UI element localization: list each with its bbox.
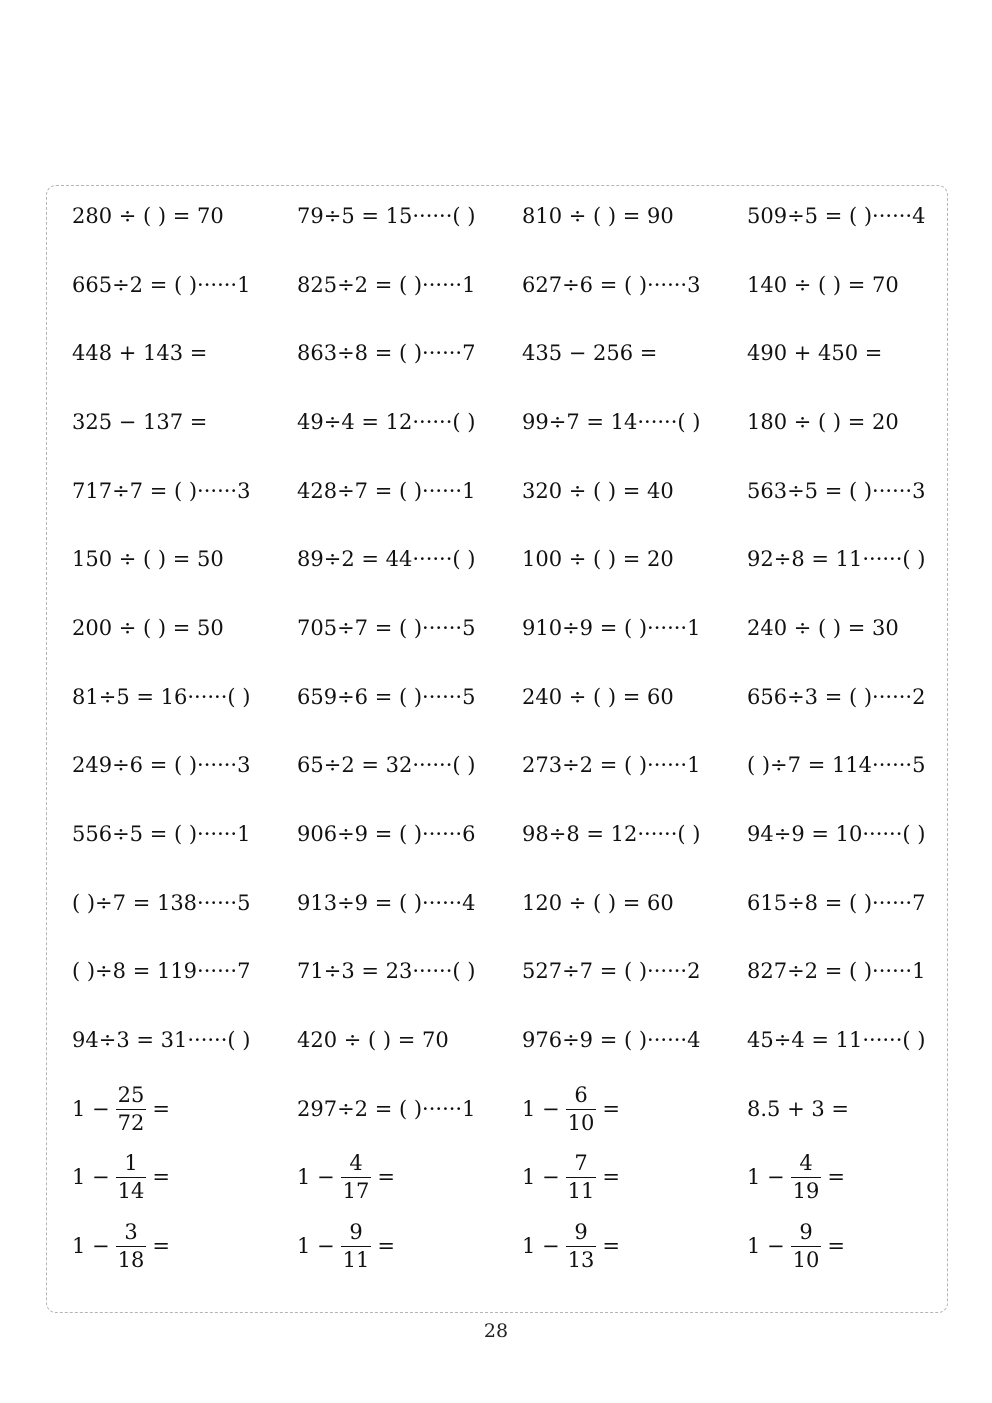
fraction-lead: 1 − <box>297 1165 335 1190</box>
problem: 180 ÷ ( ) = 20 <box>747 409 899 434</box>
numerator: 7 <box>574 1151 588 1176</box>
problem: 435 − 256 = <box>522 341 658 366</box>
problem: 863÷8 = ( )······7 <box>297 341 476 366</box>
denominator: 10 <box>567 1110 595 1135</box>
problem: 825÷2 = ( )······1 <box>297 272 476 297</box>
problem: 448 + 143 = <box>72 341 208 366</box>
problem: 910÷9 = ( )······1 <box>522 615 701 640</box>
problem: 913÷9 = ( )······4 <box>297 890 476 915</box>
denominator: 14 <box>117 1179 145 1204</box>
problem: 976÷9 = ( )······4 <box>522 1028 701 1053</box>
fraction-tail: = <box>377 1234 395 1259</box>
fraction-tail: = <box>602 1165 620 1190</box>
problem: ( )÷8 = 119······7 <box>72 959 251 984</box>
problem: ( )÷7 = 138······5 <box>72 890 251 915</box>
denominator: 11 <box>342 1248 370 1273</box>
fraction-lead: 1 − <box>72 1234 110 1259</box>
fraction-problem <box>747 1144 972 1213</box>
problem: 120 ÷ ( ) = 60 <box>522 890 674 915</box>
fraction <box>341 1222 372 1271</box>
fraction-problem <box>72 1075 297 1144</box>
problem: ( )÷7 = 114······5 <box>747 753 926 778</box>
fraction <box>791 1153 822 1202</box>
problem: 71÷3 = 23······( ) <box>297 959 476 984</box>
fraction <box>791 1222 822 1271</box>
fraction-tail: = <box>827 1165 845 1190</box>
fraction-problem <box>72 1144 297 1213</box>
problem: 659÷6 = ( )······5 <box>297 684 476 709</box>
fraction <box>566 1153 597 1202</box>
problem: 665÷2 = ( )······1 <box>72 272 251 297</box>
problem: 627÷6 = ( )······3 <box>522 272 701 297</box>
fraction <box>566 1222 597 1271</box>
problem-grid <box>72 182 972 1281</box>
problem: 810 ÷ ( ) = 90 <box>522 203 674 228</box>
fraction-lead: 1 − <box>72 1165 110 1190</box>
numerator: 25 <box>117 1082 145 1107</box>
fraction-lead: 1 − <box>72 1096 110 1121</box>
problem: 240 ÷ ( ) = 60 <box>522 684 674 709</box>
fraction <box>341 1153 372 1202</box>
problem: 249÷6 = ( )······3 <box>72 753 251 778</box>
fraction <box>116 1082 147 1135</box>
fraction-problem <box>297 1144 522 1213</box>
problem: 140 ÷ ( ) = 70 <box>747 272 899 297</box>
problem: 65÷2 = 32······( ) <box>297 753 476 778</box>
problem: 527÷7 = ( )······2 <box>522 959 701 984</box>
fraction-tail: = <box>152 1165 170 1190</box>
numerator: 3 <box>124 1220 138 1245</box>
fraction-lead: 1 − <box>297 1234 335 1259</box>
fraction-problem <box>72 1212 297 1281</box>
denominator: 13 <box>567 1248 595 1273</box>
numerator: 6 <box>574 1082 588 1107</box>
problem: 240 ÷ ( ) = 30 <box>747 615 899 640</box>
page-number: 28 <box>483 1320 509 1342</box>
numerator: 4 <box>799 1151 813 1176</box>
problem: 906÷9 = ( )······6 <box>297 822 476 847</box>
fraction-lead: 1 − <box>747 1234 785 1259</box>
problem: 827÷2 = ( )······1 <box>747 959 926 984</box>
fraction-problem <box>522 1212 747 1281</box>
problem: 615÷8 = ( )······7 <box>747 890 926 915</box>
problem: 717÷7 = ( )······3 <box>72 478 251 503</box>
problem: 89÷2 = 44······( ) <box>297 547 476 572</box>
problem: 94÷9 = 10······( ) <box>747 822 926 847</box>
problem: 705÷7 = ( )······5 <box>297 615 476 640</box>
fraction <box>116 1222 147 1271</box>
problem: 81÷5 = 16······( ) <box>72 684 251 709</box>
problem: 49÷4 = 12······( ) <box>297 409 476 434</box>
fraction-lead: 1 − <box>522 1165 560 1190</box>
fraction-problem <box>522 1144 747 1213</box>
problem: 45÷4 = 11······( ) <box>747 1028 926 1053</box>
problem: 8.5 + 3 = <box>747 1096 849 1121</box>
denominator: 11 <box>567 1179 595 1204</box>
problem: 79÷5 = 15······( ) <box>297 203 476 228</box>
denominator: 17 <box>342 1179 370 1204</box>
problem: 428÷7 = ( )······1 <box>297 478 476 503</box>
fraction <box>116 1153 147 1202</box>
fraction-tail: = <box>152 1096 170 1121</box>
problem: 273÷2 = ( )······1 <box>522 753 701 778</box>
fraction <box>566 1082 597 1135</box>
fraction-lead: 1 − <box>522 1234 560 1259</box>
problem: 320 ÷ ( ) = 40 <box>522 478 674 503</box>
fraction-lead: 1 − <box>522 1096 560 1121</box>
fraction-tail: = <box>377 1165 395 1190</box>
fraction-tail: = <box>602 1096 620 1121</box>
problem: 99÷7 = 14······( ) <box>522 409 701 434</box>
problem: 656÷3 = ( )······2 <box>747 684 926 709</box>
problem: 556÷5 = ( )······1 <box>72 822 251 847</box>
fraction-tail: = <box>152 1234 170 1259</box>
problem: 280 ÷ ( ) = 70 <box>72 203 224 228</box>
denominator: 19 <box>792 1179 820 1204</box>
numerator: 9 <box>799 1220 813 1245</box>
problem: 150 ÷ ( ) = 50 <box>72 547 224 572</box>
numerator: 1 <box>124 1151 138 1176</box>
denominator: 18 <box>117 1248 145 1273</box>
problem: 200 ÷ ( ) = 50 <box>72 615 224 640</box>
problem: 92÷8 = 11······( ) <box>747 547 926 572</box>
problem: 509÷5 = ( )······4 <box>747 203 926 228</box>
problem: 94÷3 = 31······( ) <box>72 1028 251 1053</box>
problem: 490 + 450 = <box>747 341 883 366</box>
denominator: 10 <box>792 1248 820 1273</box>
numerator: 4 <box>349 1151 363 1176</box>
problem: 420 ÷ ( ) = 70 <box>297 1028 449 1053</box>
problem: 297÷2 = ( )······1 <box>297 1096 476 1121</box>
numerator: 9 <box>349 1220 363 1245</box>
problem: 100 ÷ ( ) = 20 <box>522 547 674 572</box>
numerator: 9 <box>574 1220 588 1245</box>
problem: 325 − 137 = <box>72 409 208 434</box>
fraction-tail: = <box>827 1234 845 1259</box>
problem: 563÷5 = ( )······3 <box>747 478 926 503</box>
problem: 98÷8 = 12······( ) <box>522 822 701 847</box>
fraction-problem <box>297 1212 522 1281</box>
fraction-problem <box>747 1212 972 1281</box>
fraction-tail: = <box>602 1234 620 1259</box>
fraction-problem <box>522 1075 747 1144</box>
denominator: 72 <box>117 1110 145 1135</box>
fraction-lead: 1 − <box>747 1165 785 1190</box>
